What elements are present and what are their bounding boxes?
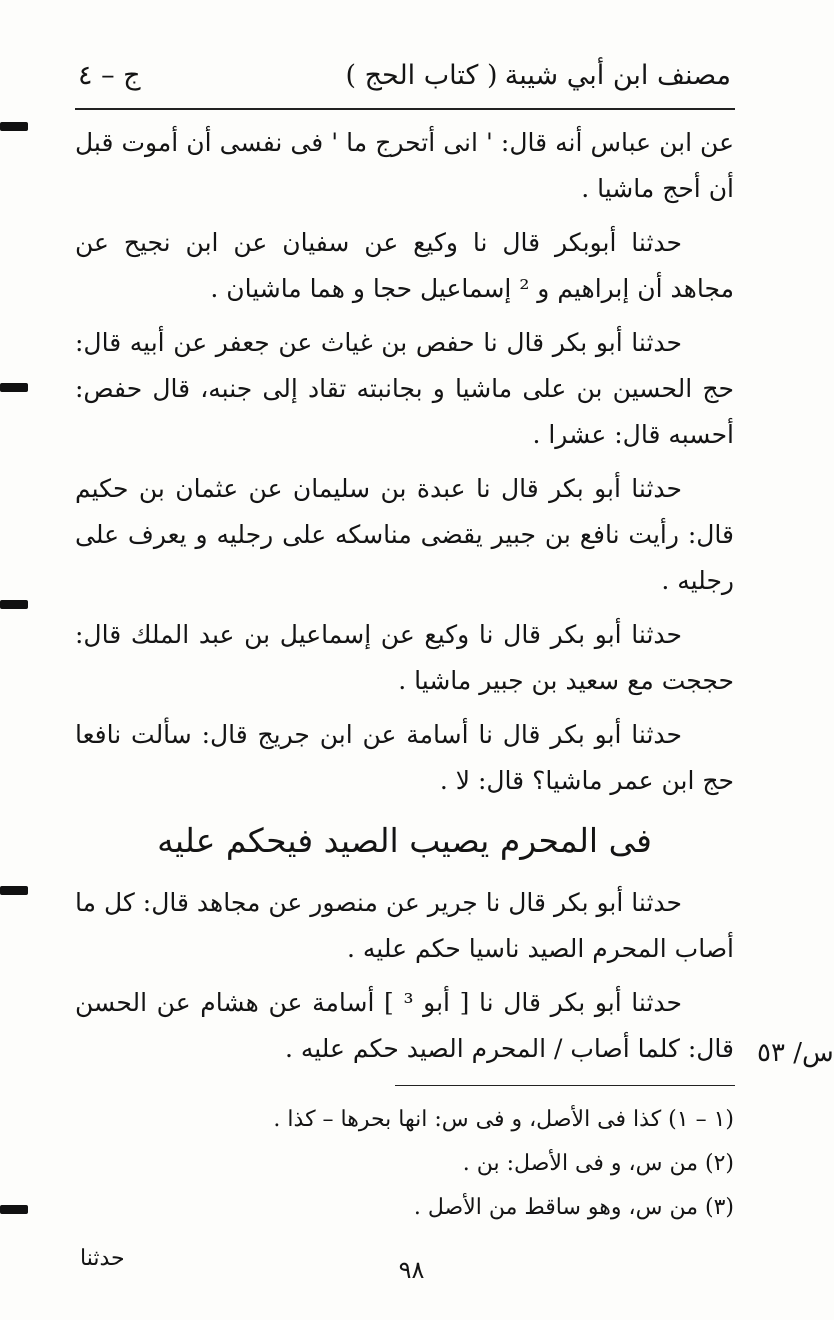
paragraph: حدثنا أبو بكر قال نا حفص بن غياث عن جعفر عن أبيه قال: حج الحسين بن على ماشيا و بجانبته تقاد إلى جنبه، قال حفص: أحسبه قال: عشرا . — [75, 328, 734, 449]
margin-folio-note: س/ ٥٣ — [757, 1038, 834, 1068]
paragraph: حدثنا أبو بكر قال نا عبدة بن سليمان عن عثمان بن حكيم قال: رأيت نافع بن جبير يقضى مناسكه على رجليه و يعرف على رجليه . — [75, 474, 734, 595]
binding-mark — [0, 600, 28, 609]
paragraph: حدثنا أبو بكر قال نا [ أبو ³ ] أسامة عن هشام عن الحسن قال: كلما أصاب / المحرم الصيد حكم عليه . — [75, 988, 734, 1063]
footnote: (٣) من س، وهو ساقط من الأصل . — [413, 1195, 734, 1220]
binding-mark — [0, 383, 28, 392]
binding-mark — [0, 1205, 28, 1214]
catchword: حدثنا — [80, 1246, 125, 1271]
paragraph: حدثنا أبو بكر قال نا أسامة عن ابن جريج قال: سألت نافعا حج ابن عمر ماشيا؟ قال: لا . — [75, 720, 734, 795]
footnote: (٢) من س، و فى الأصل: بن . — [462, 1151, 734, 1176]
binding-mark — [0, 122, 28, 131]
binding-mark — [0, 886, 28, 895]
header-volume: ج – ٤ — [78, 60, 141, 91]
paragraph: حدثنا أبو بكر قال نا وكيع عن إسماعيل بن عبد الملك قال: حججت مع سعيد بن جبير ماشيا . — [75, 620, 734, 695]
header-book-title: مصنف ابن أبي شيبة — [504, 60, 731, 91]
header-rule — [75, 108, 735, 110]
header-chapter: ( كتاب الحج ) — [345, 60, 498, 91]
main-text — [75, 120, 734, 1080]
page-number: ٩٨ — [398, 1256, 425, 1284]
footnote: (١ – ١) كذا فى الأصل، و فى س: انها بحرها – كذا . — [273, 1107, 734, 1132]
section-heading: فى المحرم يصيب الصيد فيحكم عليه — [157, 821, 652, 860]
footnote-rule — [395, 1085, 735, 1086]
paragraph: عن ابن عباس أنه قال: ' انى أتحرج ما ' فى نفسى أن أموت قبل أن أحج ماشيا . — [75, 128, 734, 203]
paragraph: حدثنا أبوبكر قال نا وكيع عن سفيان عن ابن نجيح عن مجاهد أن إبراهيم و ² إسماعيل حجا و هما ماشيان . — [75, 228, 734, 303]
footnotes — [75, 1098, 734, 1230]
paragraph: حدثنا أبو بكر قال نا جرير عن منصور عن مجاهد قال: كل ما أصاب المحرم الصيد ناسيا حكم عليه . — [75, 888, 734, 963]
